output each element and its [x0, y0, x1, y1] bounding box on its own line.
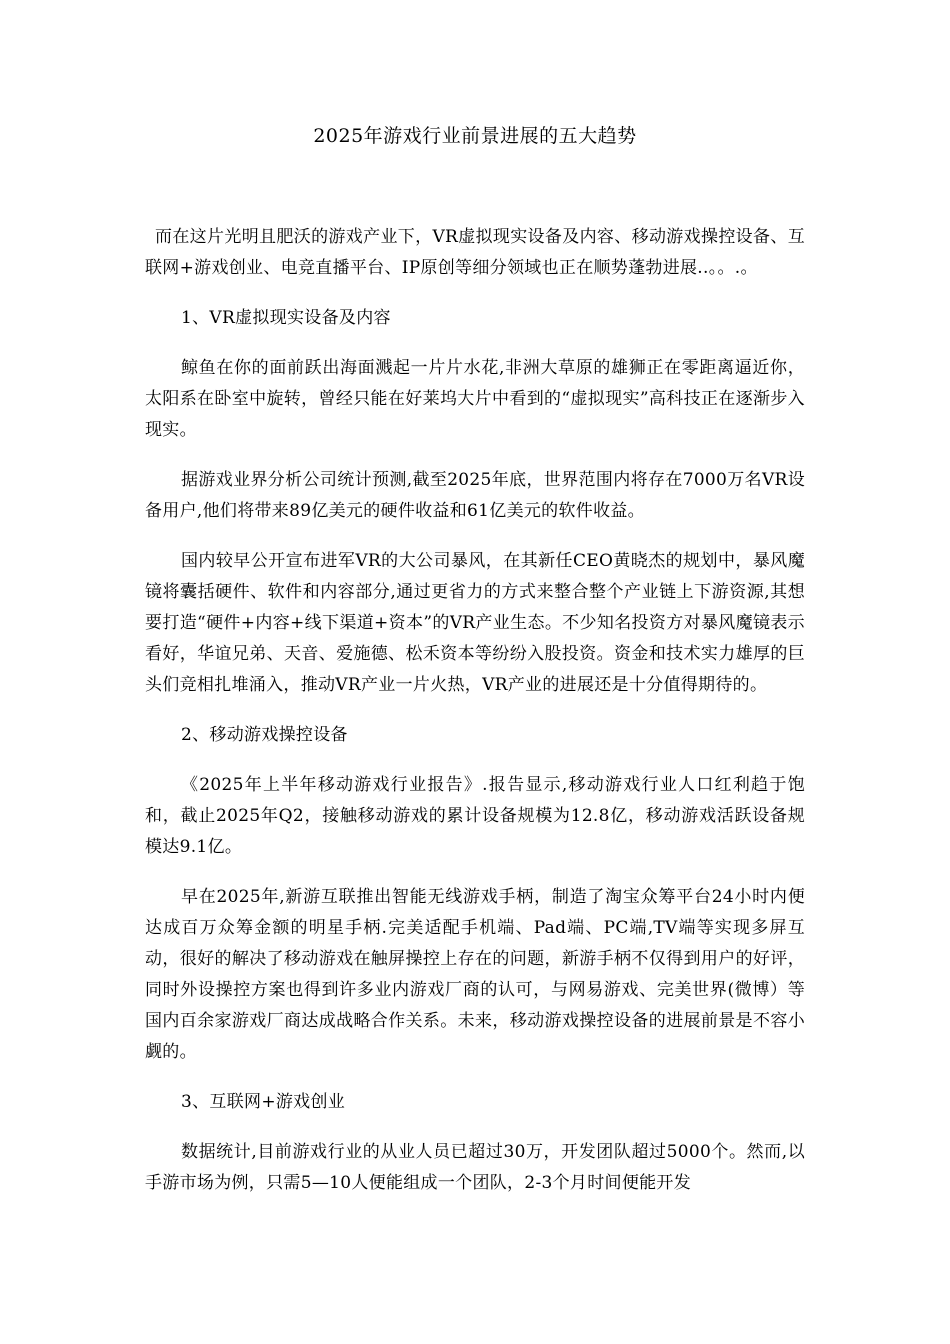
- paragraph: 国内较早公开宣布进军VR的大公司暴风，在其新任CEO黄晓杰的规划中，暴风魔镜将囊括硬件、软件和内容部分,通过更省力的方式来整合整个产业链上下游资源,其想要打造“硬件+内容+线下渠道+资本”的VR产业生态。不少知名投资方对暴风魔镜表示看好，华谊兄弟、天音、爱施德、松禾资本等纷纷入股投资。资金和技术实力雄厚的巨头们竞相扎堆涌入，推动VR产业一片火热，VR产业的进展还是十分值得期待的。: [145, 551, 805, 695]
- section-heading-mobile-controller: 2、移动游戏操控设备: [181, 725, 348, 745]
- paragraph: 数据统计,目前游戏行业的从业人员已超过30万，开发团队超过5000个。然而,以手游市场为例，只需5—10人便能组成一个团队，2-3个月时间便能开发: [145, 1142, 805, 1193]
- intro-paragraph: 而在这片光明且肥沃的游戏产业下，VR虚拟现实设备及内容、移动游戏操控设备、互联网+游戏创业、电竞直播平台、IP原创等细分领域也正在顺势蓬勃进展..。。.。: [145, 227, 805, 278]
- section-heading-internet-startup: 3、互联网+游戏创业: [181, 1092, 346, 1112]
- section-heading-vr: 1、VR虚拟现实设备及内容: [181, 308, 391, 328]
- paragraph: 鲸鱼在你的面前跃出海面溅起一片片水花,非洲大草原的雄狮正在零距离逼近你，太阳系在卧室中旋转，曾经只能在好莱坞大片中看到的“虚拟现实”高科技正在逐渐步入现实。: [145, 358, 805, 440]
- paragraph: 《2025年上半年移动游戏行业报告》.报告显示,移动游戏行业人口红利趋于饱和，截止2025年Q2，接触移动游戏的累计设备规模为12.8亿，移动游戏活跃设备规模达9.1亿。: [145, 775, 805, 857]
- document-title: 2025年游戏行业前景进展的五大趋势: [313, 125, 637, 147]
- paragraph: 早在2025年,新游互联推出智能无线游戏手柄，制造了淘宝众筹平台24小时内便达成百万众筹金额的明星手柄.完美适配手机端、Pad端、PC端,TV端等实现多屏互动，很好的解决了移动游戏在触屏操控上存在的问题，新游手柄不仅得到用户的好评，同时外设操控方案也得到许多业内游戏厂商的认可，与网易游戏、完美世界(微博）等国内百余家游戏厂商达成战略合作关系。未来，移动游戏操控设备的进展前景是不容小觑的。: [145, 887, 805, 1062]
- paragraph: 据游戏业界分析公司统计预测,截至2025年底，世界范围内将存在7000万名VR设备用户,他们将带来89亿美元的硬件收益和61亿美元的软件收益。: [145, 470, 805, 521]
- document-body: [145, 222, 805, 1218]
